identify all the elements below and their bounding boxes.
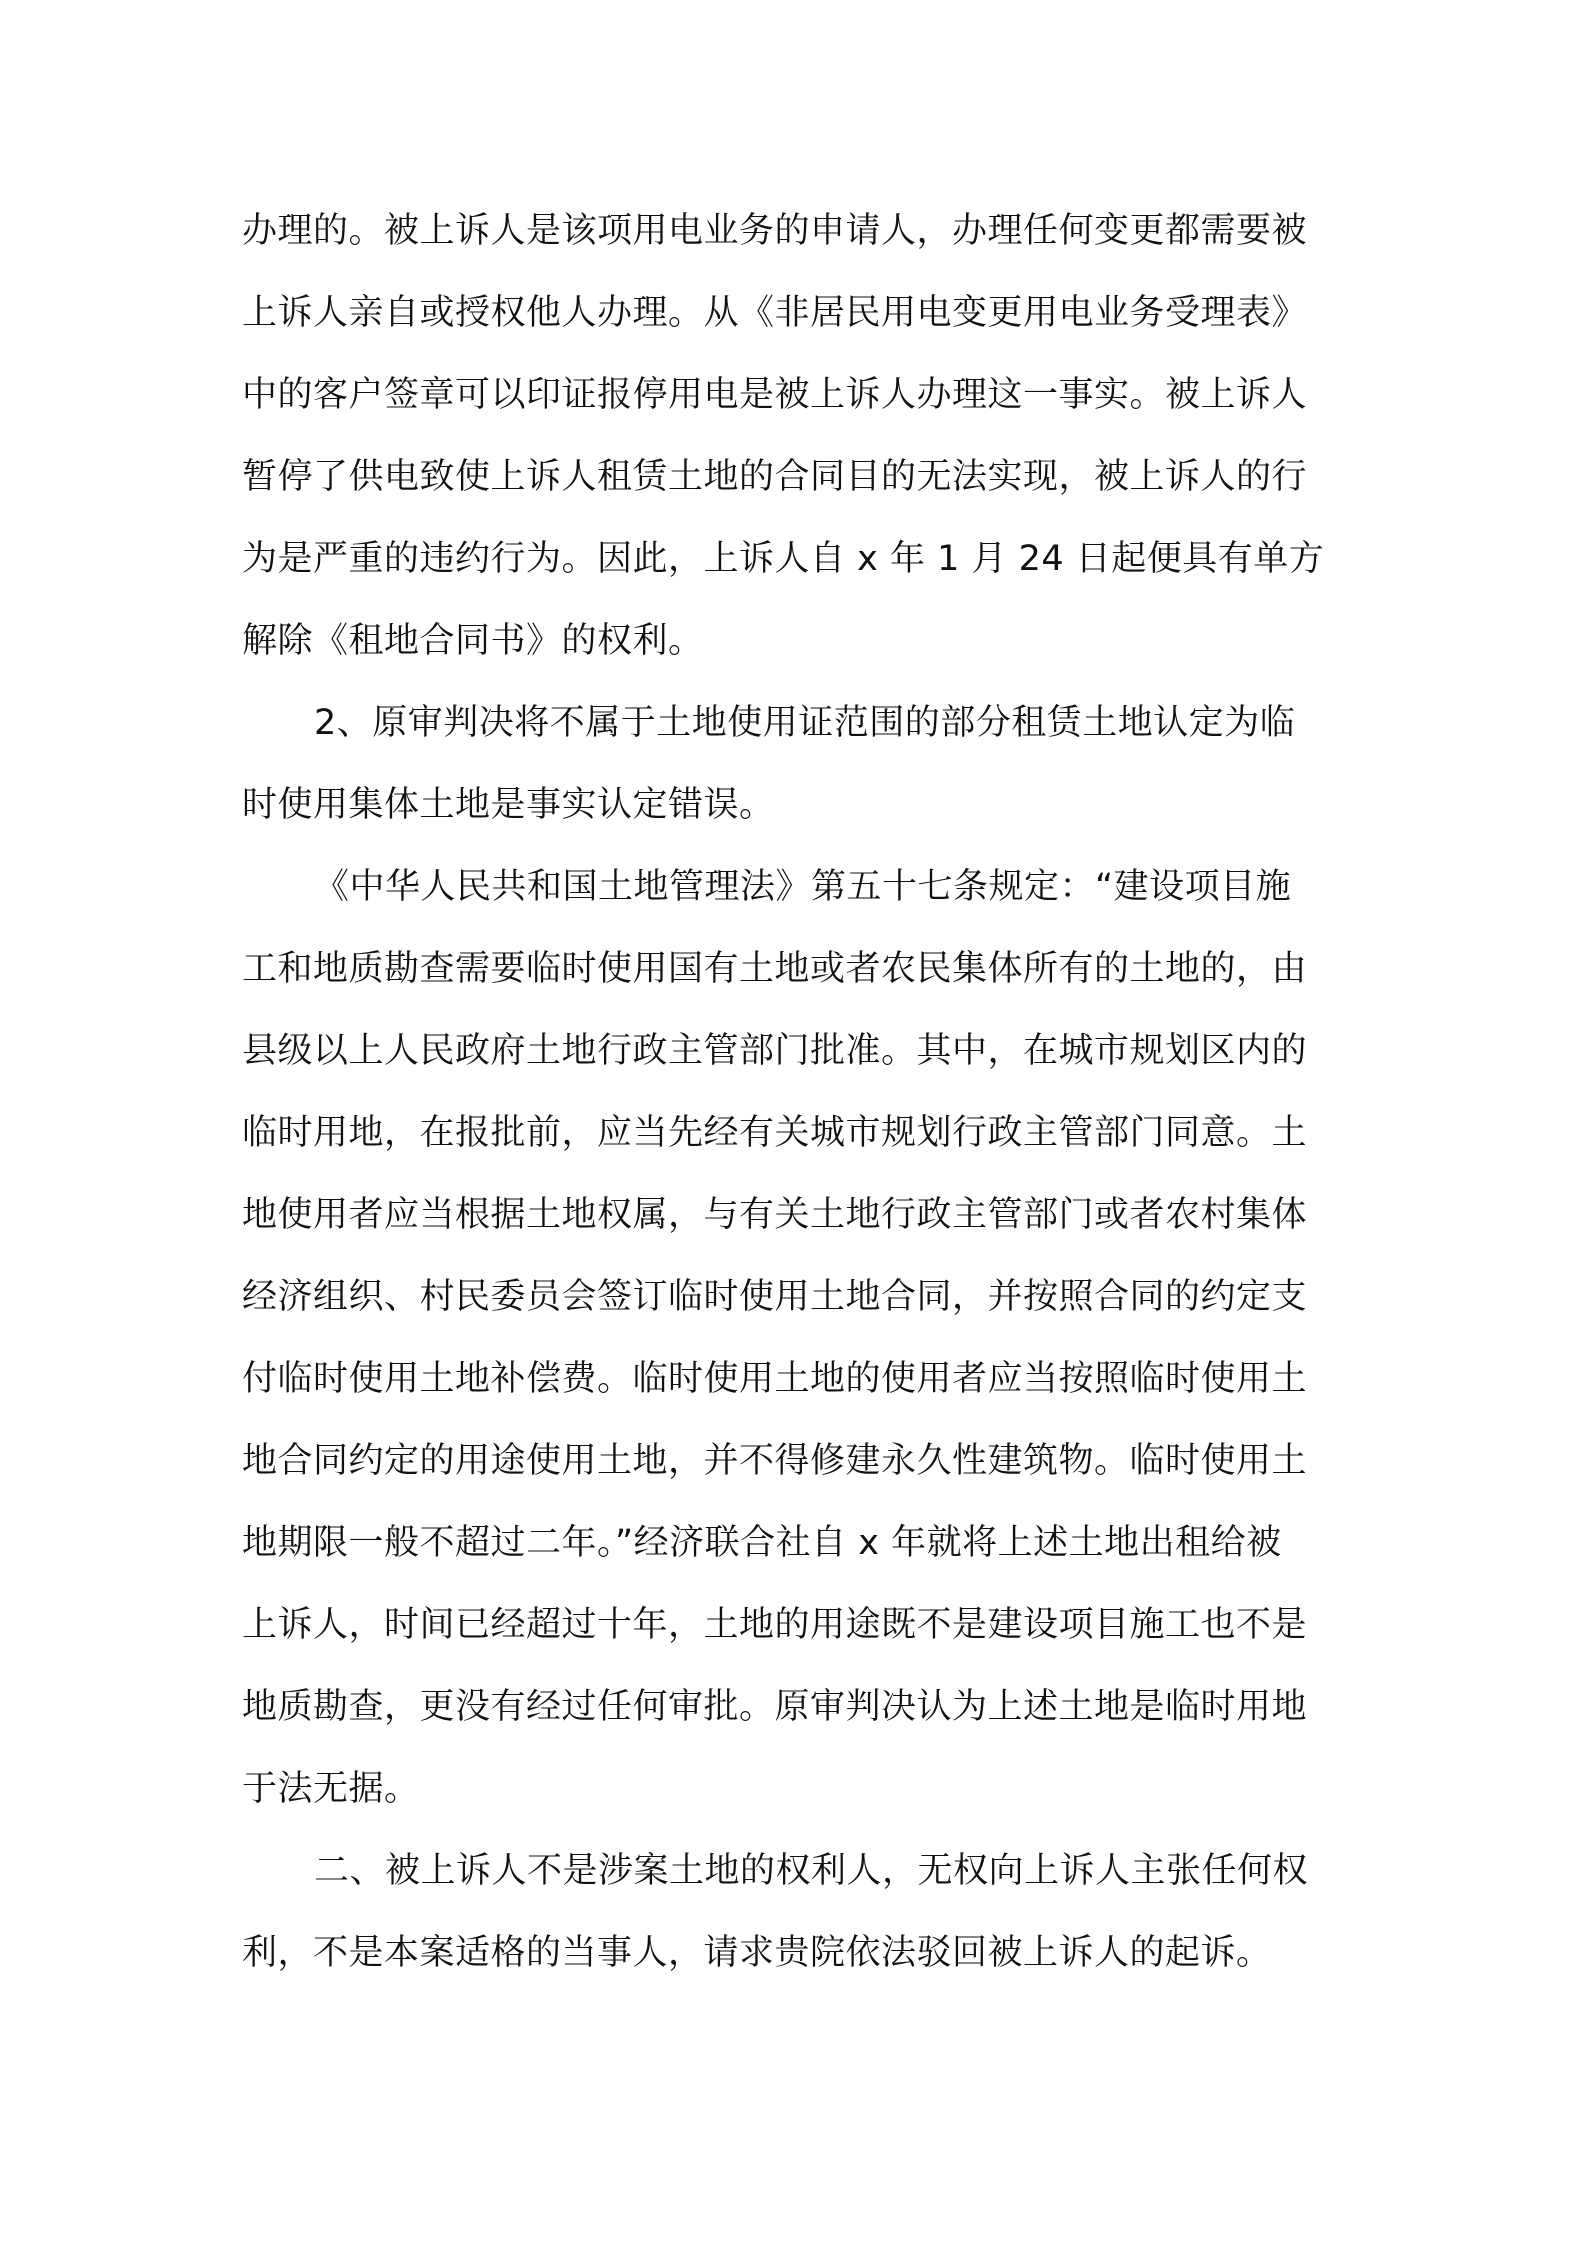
text-line: 地使用者应当根据土地权属，与有关土地行政主管部门或者农村集体 — [242, 1195, 1308, 1235]
text-line: 经济组织、村民委员会签订临时使用土地合同，并按照合同的约定支 — [242, 1277, 1308, 1317]
text-line: 地合同约定的用途使用土地，并不得修建永久性建筑物。临时使用土 — [242, 1441, 1308, 1481]
text-line: 中的客户签章可以印证报停用电是被上诉人办理这一事实。被上诉人 — [242, 375, 1308, 415]
paragraph-start-line: 《中华人民共和国土地管理法》第五十七条规定：“建设项目施 — [314, 867, 1292, 907]
text-line: 临时用地，在报批前，应当先经有关城市规划行政主管部门同意。土 — [242, 1113, 1308, 1153]
paragraph-start-line: 二、被上诉人不是涉案土地的权利人，无权向上诉人主张任何权 — [314, 1851, 1309, 1891]
text-line: 暂停了供电致使上诉人租赁土地的合同目的无法实现，被上诉人的行 — [242, 457, 1308, 497]
text-line: 于法无据。 — [242, 1769, 420, 1809]
paragraph-start-line: 2、原审判决将不属于土地使用证范围的部分租赁土地认定为临 — [314, 703, 1296, 743]
text-line: 工和地质勘查需要临时使用国有土地或者农民集体所有的土地的，由 — [242, 949, 1308, 989]
text-line: 解除《租地合同书》的权利。 — [242, 621, 704, 661]
text-line: 办理的。被上诉人是该项用电业务的申请人，办理任何变更都需要被 — [242, 211, 1308, 251]
text-line: 地期限一般不超过二年。”经济联合社自 x 年就将上述土地出租给被 — [242, 1523, 1282, 1563]
text-line: 上诉人亲自或授权他人办理。从《非居民用电变更用电业务受理表》 — [242, 293, 1308, 333]
document-body — [242, 190, 1357, 1994]
text-line: 付临时使用土地补偿费。临时使用土地的使用者应当按照临时使用土 — [242, 1359, 1308, 1399]
text-line: 县级以上人民政府土地行政主管部门批准。其中，在城市规划区内的 — [242, 1031, 1308, 1071]
text-line: 上诉人，时间已经超过十年，土地的用途既不是建设项目施工也不是 — [242, 1605, 1308, 1645]
text-line: 利，不是本案适格的当事人，请求贵院依法驳回被上诉人的起诉。 — [242, 1933, 1272, 1973]
text-line: 地质勘查，更没有经过任何审批。原审判决认为上述土地是临时用地 — [242, 1687, 1308, 1727]
text-line: 为是严重的违约行为。因此，上诉人自 x 年 1 月 24 日起便具有单方 — [242, 539, 1325, 579]
text-line: 时使用集体土地是事实认定错误。 — [242, 785, 775, 825]
